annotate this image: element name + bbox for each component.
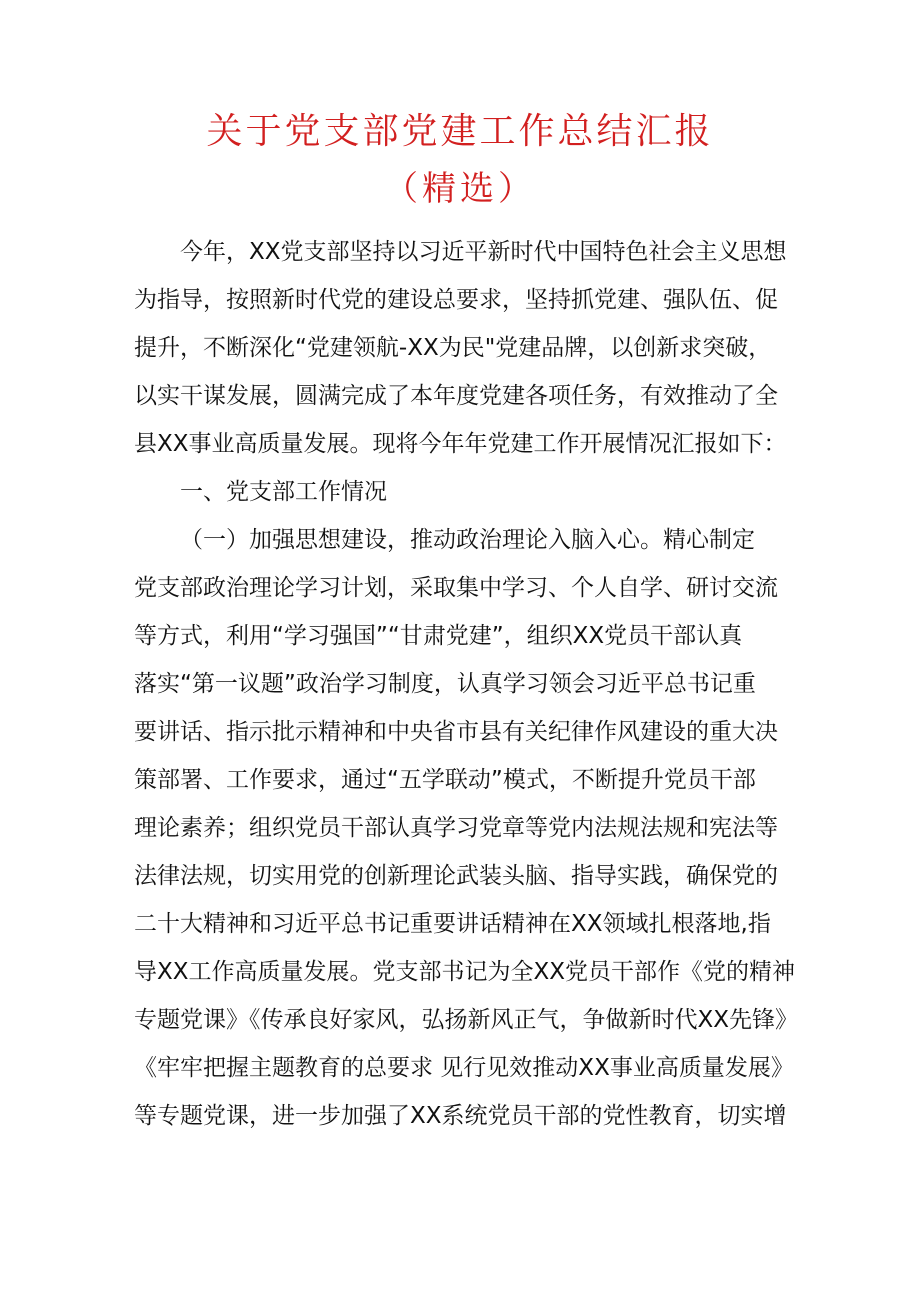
paragraph-line: 县XX事业高质量发展。现将今年年党建工作开展情况汇报如下：	[134, 431, 787, 457]
paragraph-line: 法律法规，切实用党的创新理论武装头脑、指导实践，确保党的	[134, 863, 778, 889]
paragraph-line: 《牢牢把握主题教育的总要求 见行见效推动XX事业高质量发展》	[134, 1055, 794, 1081]
paragraph-line: 以实干谋发展，圆满完成了本年度党建各项任务，有效推动了全	[134, 383, 778, 409]
document-title: 关于党支部党建工作总结汇报	[206, 111, 714, 152]
paragraph-line: 导XX工作高质量发展。党支部书记为全XX党员干部作《党的精神	[134, 959, 796, 985]
document-subtitle: （精选）	[384, 169, 536, 209]
paragraph-line: 等专题党课，进一步加强了XX系统党员干部的党性教育，切实增	[134, 1103, 787, 1129]
paragraph-line: 党支部政治理论学习计划，采取集中学习、个人自学、研讨交流	[134, 575, 778, 601]
paragraph-line: 专题党课》《传承良好家风，弘扬新风正气，争做新时代XX先锋》	[134, 1007, 799, 1033]
paragraph-line: 要讲话、指示批示精神和中央省市县有关纪律作风建设的重大决	[134, 719, 778, 745]
paragraph-line: 今年，XX党支部坚持以习近平新时代中国特色社会主义思想	[180, 239, 787, 265]
paragraph-line: 等方式，利用“学习强国”“甘肃党建”，组织XX党员干部认真	[134, 623, 743, 649]
paragraph-line: 提升，不断深化“党建领航-XX为民"党建品牌，以创新求突破，	[134, 335, 772, 361]
paragraph-line: 二十大精神和习近平总书记重要讲话精神在XX领域扎根落地,指	[134, 911, 771, 937]
document-body	[134, 228, 799, 1140]
paragraph-line: 落实“第一议题”政治学习制度，认真学习领会习近平总书记重	[134, 671, 756, 697]
paragraph-line: 策部署、工作要求，通过“五学联动”模式，不断提升党员干部	[134, 767, 756, 793]
paragraph-line: （一）加强思想建设，推动政治理论入脑入心。精心制定	[180, 527, 755, 553]
paragraph-line: 为指导，按照新时代党的建设总要求，坚持抓党建、强队伍、促	[134, 287, 778, 313]
section-heading: 一、党支部工作情况	[180, 479, 387, 505]
paragraph-line: 理论素养；组织党员干部认真学习党章等党内法规法规和宪法等	[134, 815, 778, 841]
